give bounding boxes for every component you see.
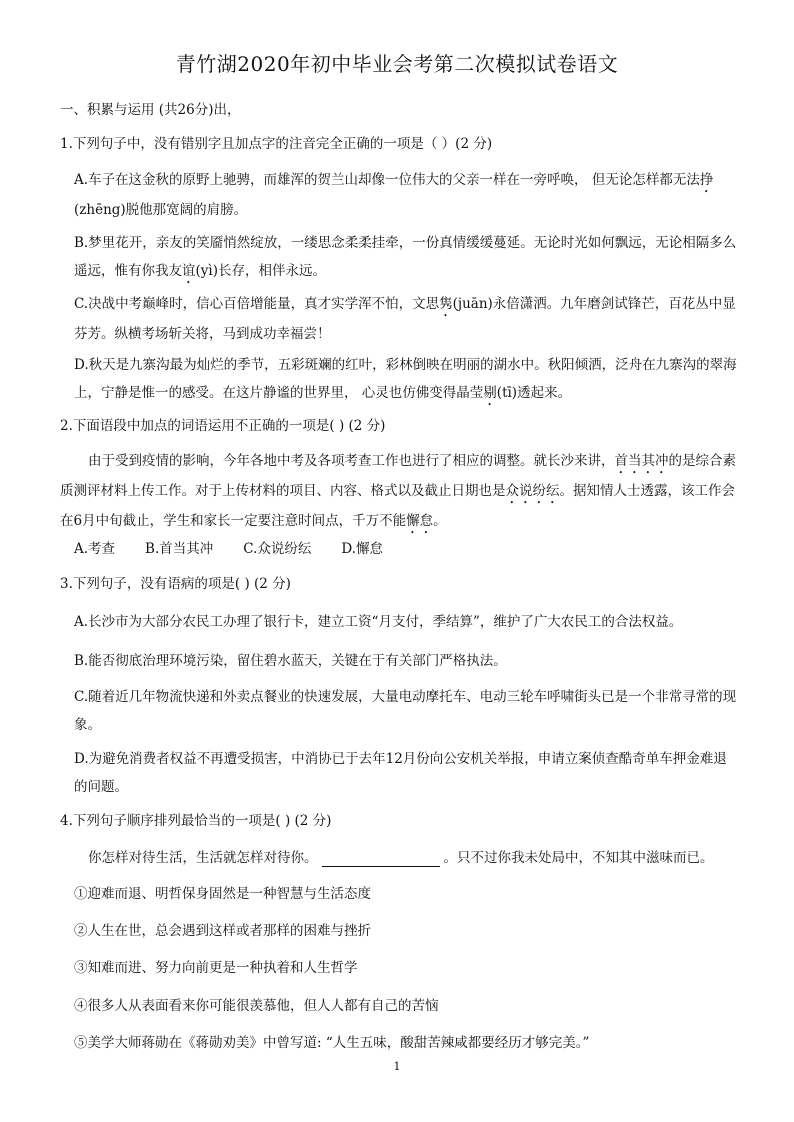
question-1-option-d: D.秋天是九寨沟最为灿烂的季节，五彩斑斓的红叶，彩林倒映在明丽的湖水中。秋阳倾洒，泛舟在九寨沟的翠海上，宁静是惟一的感受。在这片静谧的世界里， 心灵也仿佛变得晶莹剔(tī)透起来。 — [74, 357, 737, 401]
question-4-stem: 4.下列句子顺序排列最恰当的一项是( ) (2 分) — [60, 813, 332, 829]
question-2-passage: 由于受到疫情的影响，今年各地中考及各项考查工作也进行了相应的调整。就长沙来讲，首当其冲的是综合素质测评材料上传工作。对于上传材料的项目、内容、格式以及截止日期也是众说纷纭。据知情人士透露，该工作会在6月中旬截止，学生和家长一定要注意时间点，千万不能懈怠。 — [60, 453, 736, 529]
question-3-option-c: C.随着近几年物流快递和外卖点餐业的快速发展，大量电动摩托车、电动三轮车呼啸街头已是一个非常寻常的现象。 — [74, 689, 737, 733]
question-4-item-3: ③知难而进、努力向前更是一种执着和人生哲学 — [74, 960, 358, 976]
question-4-item-1: ①迎难而退、明哲保身固然是一种智慧与生活态度 — [74, 886, 371, 902]
question-1-option-c: C.决战中考巅峰时，信心百倍增能量，真才实学浑不怕，文思隽(juān)永倍潇洒。九年磨剑试锋芒，百花丛中显芬芳。纵横考场斩关将，马到成功幸福尝！ — [74, 296, 736, 342]
question-1-option-a: A.车子在这金秋的原野上驰骋，而雄浑的贺兰山却像一位伟大的父亲一样在一旁呼唤， 但无论怎样都无法挣(zhēng)脱他那宽阔的肩膀。 — [74, 172, 714, 218]
question-3-option-b: B.能否彻底治理环境污染，留住碧水蓝天，关键在于有关部门严格执法。 — [74, 653, 507, 669]
question-3-stem: 3.下列句子，没有语病的项是( ) (2 分) — [60, 576, 291, 592]
section-heading: 一、积累与运用 (共26分)出， — [60, 102, 241, 118]
answer-blank — [322, 850, 440, 867]
question-3-option-d: D.为避免消费者权益不再遭受损害，中消协已于去年12月份向公安机关举报，申请立案侦查酷奇单车押金难退的问题。 — [74, 751, 727, 795]
question-2-options: A.考查 B.首当其冲 C.众说纷纭 D.懈怠 — [74, 541, 384, 557]
question-4-item-4: ④很多人从表面看来你可能很羡慕他，但人人都有自己的苦恼 — [74, 998, 439, 1014]
question-4-item-5: ⑤美学大师蒋勋在《蒋勋劝美》中曾写道: “人生五味，酸甜苦辣咸都要经历才够完美。” — [74, 1035, 590, 1051]
page-title: 青竹湖2020年初中毕业会考第二次模拟试卷语文 — [175, 52, 619, 76]
question-1-option-b: B.梦里花开，亲友的笑靥悄然绽放，一缕思念柔柔挂牵，一份真情缓缓蔓延。无论时光如何飘远，无论相隔多么遥远，惟有你我友谊(yì)长存，相伴永远。 — [74, 235, 737, 279]
question-4-item-2: ②人生在世，总会遇到这样或者那样的困难与挫折 — [74, 923, 371, 939]
page-number: 1 — [393, 1060, 401, 1073]
question-4-passage: 你怎样对待生活，生活就怎样对待你。 。只不过你我未处局中，不知其中滋味而已。 — [88, 850, 714, 866]
question-2-stem: 2.下面语段中加点的词语运用不正确的一项是( ) (2 分) — [60, 418, 386, 434]
question-1-stem: 1.下列句子中，没有错别字且加点字的注音完全正确的一项是（ ）(2 分) — [60, 136, 493, 152]
question-3-option-a: A.长沙市为大部分农民工办理了银行卡，建立工资“月支付，季结算”，维护了广大农民工的合法权益。 — [74, 614, 683, 630]
